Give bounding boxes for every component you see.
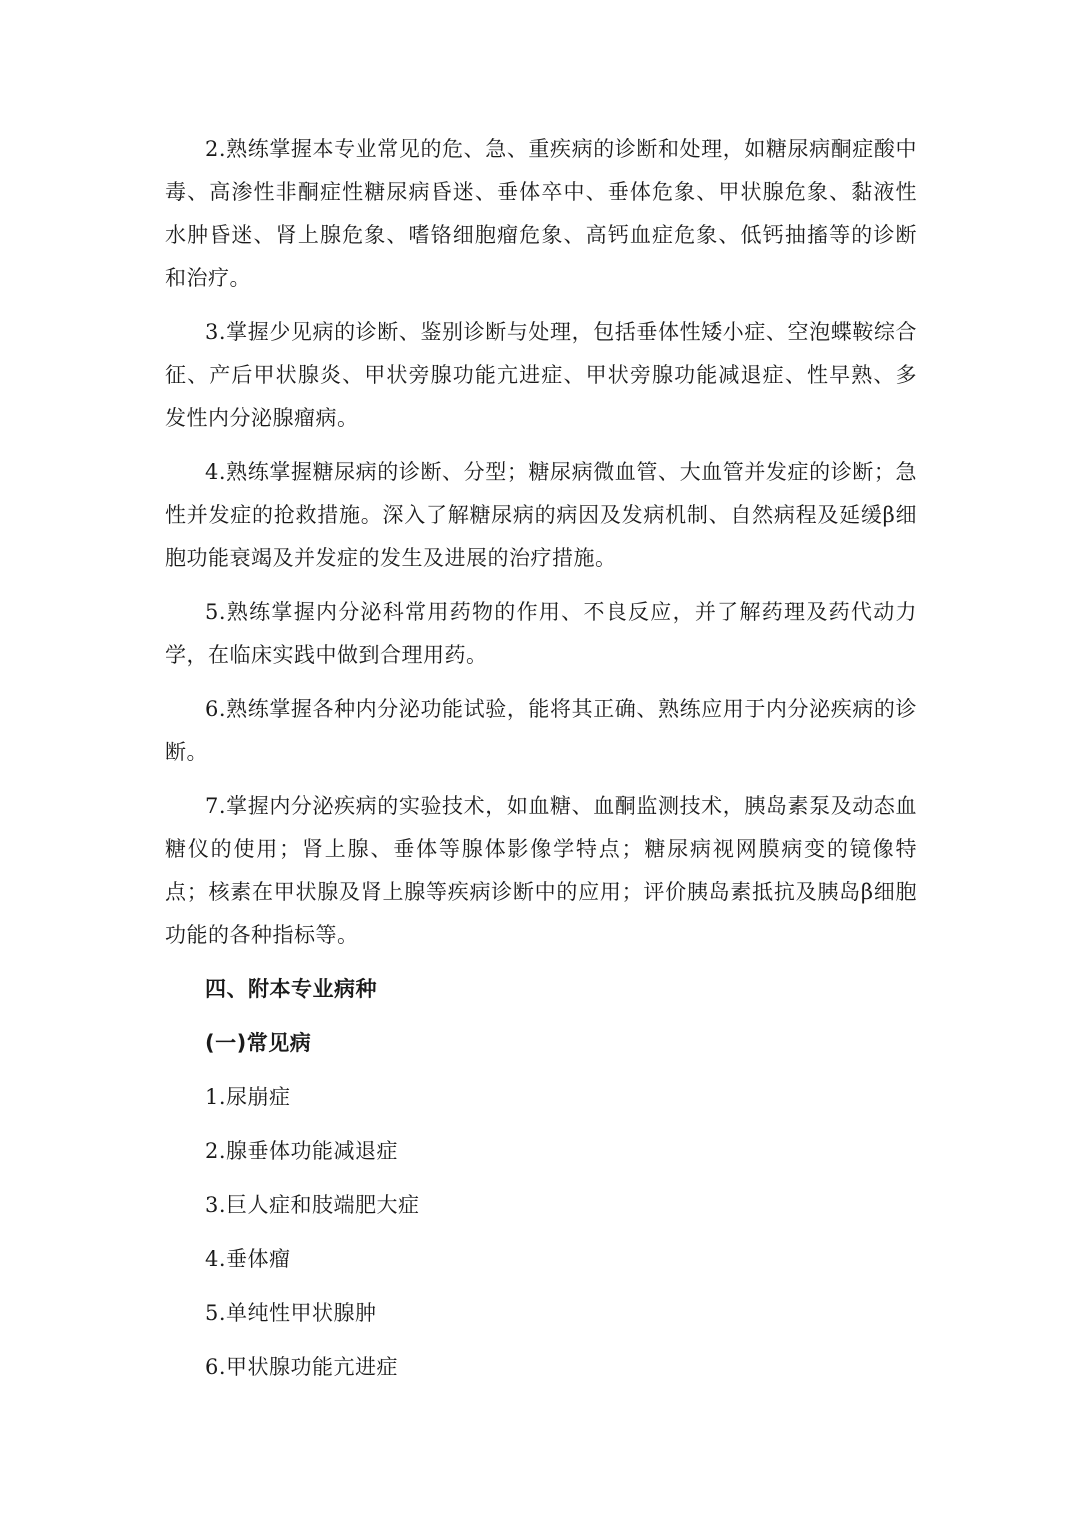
paragraph-item-2: 2.熟练掌握本专业常见的危、急、重疾病的诊断和处理，如糖尿病酮症酸中毒、高渗性非酮症性糖尿病昏迷、垂体卒中、垂体危象、甲状腺危象、黏液性水肿昏迷、肾上腺危象、嗜铬细胞瘤危象、高钙血症危象、低钙抽搐等的诊断和治疗。 <box>165 137 917 290</box>
document-page <box>165 128 917 1400</box>
paragraph-item-3: 3.掌握少见病的诊断、鉴别诊断与处理，包括垂体性矮小症、空泡蝶鞍综合征、产后甲状腺炎、甲状旁腺功能亢进症、甲状旁腺功能减退症、性早熟、多发性内分泌腺瘤病。 <box>165 320 917 430</box>
paragraph-item-4: 4.熟练掌握糖尿病的诊断、分型；糖尿病微血管、大血管并发症的诊断；急性并发症的抢救措施。深入了解糖尿病的病因及发病机制、自然病程及延缓β细胞功能衰竭及并发症的发生及进展的治疗措施。 <box>165 460 917 570</box>
paragraph-item-7: 7.掌握内分泌疾病的实验技术，如血糖、血酮监测技术，胰岛素泵及动态血糖仪的使用；肾上腺、垂体等腺体影像学特点；糖尿病视网膜病变的镜像特点；核素在甲状腺及肾上腺等疾病诊断中的应用；评价胰岛素抵抗及胰岛β细胞功能的各种指标等。 <box>165 794 917 947</box>
subsection-heading: (一)常见病 <box>205 1031 312 1055</box>
disease-list-item: 1.尿崩症 <box>205 1085 291 1109</box>
section-heading: 四、附本专业病种 <box>205 977 377 1001</box>
disease-list-item: 5.单纯性甲状腺肿 <box>205 1301 377 1325</box>
disease-list-item: 6.甲状腺功能亢进症 <box>205 1355 399 1379</box>
paragraph-item-6: 6.熟练掌握各种内分泌功能试验，能将其正确、熟练应用于内分泌疾病的诊断。 <box>165 697 917 764</box>
disease-list-item: 2.腺垂体功能减退症 <box>205 1139 399 1163</box>
disease-list-item: 3.巨人症和肢端肥大症 <box>205 1193 420 1217</box>
paragraph-item-5: 5.熟练掌握内分泌科常用药物的作用、不良反应，并了解药理及药代动力学，在临床实践中做到合理用药。 <box>165 600 917 667</box>
disease-list-item: 4.垂体瘤 <box>205 1247 291 1271</box>
